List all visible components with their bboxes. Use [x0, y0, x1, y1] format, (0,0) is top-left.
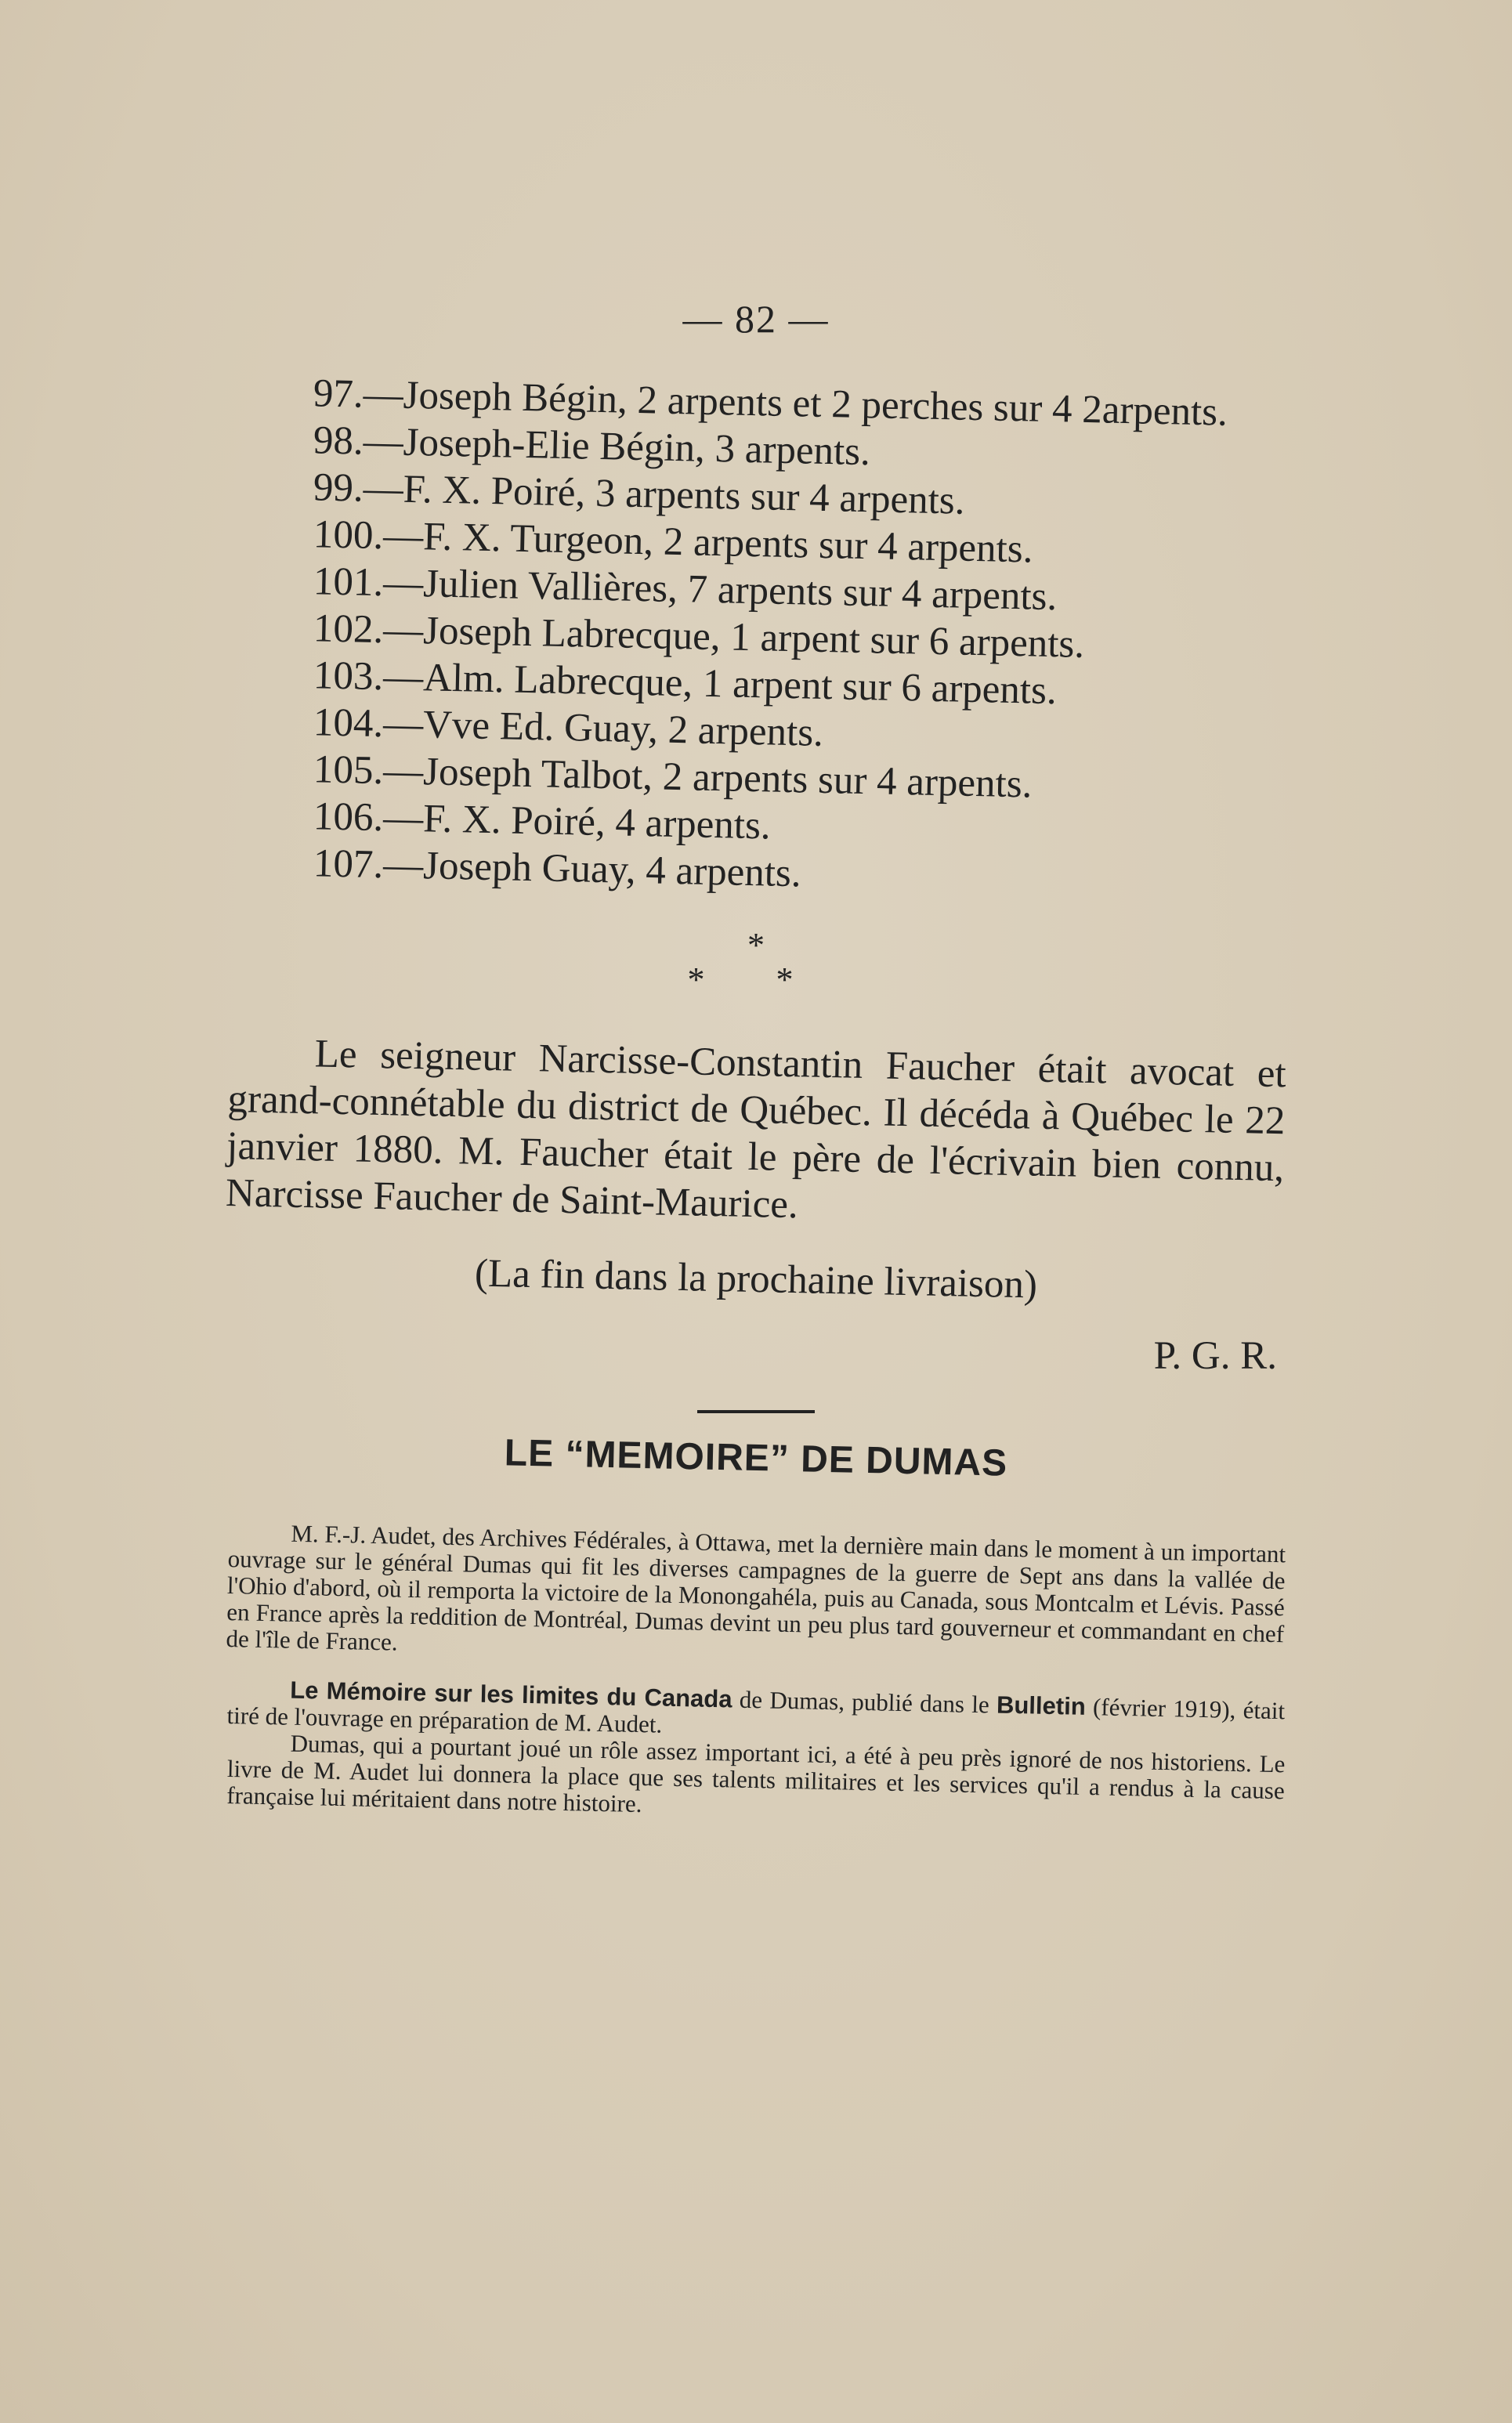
section-divider: [697, 1410, 815, 1413]
article-text: (février 1919), était tiré de l'ouvrage en préparation de M. Audet.: [226, 1692, 1286, 1738]
article-body: [226, 1519, 1286, 1818]
list-item: 102.—Joseph Labrecque, 1 arpent sur 6 arpents.: [313, 606, 1085, 667]
list-item: 101.—Julien Vallières, 7 arpents sur 4 arpents.: [313, 559, 1058, 620]
list-item: 106.—F. X. Poiré, 4 arpents.: [313, 794, 772, 848]
list-item: 103.—Alm. Labrecque, 1 arpent sur 6 arpents.: [313, 653, 1058, 714]
page-number: — 82 —: [682, 297, 830, 341]
main-content: [225, 368, 1287, 1818]
list-item: 107.—Joseph Guay, 4 arpents.: [313, 841, 802, 896]
list-item: 99.—F. X. Poiré, 3 arpents sur 4 arpents.: [313, 465, 966, 523]
asterism-divider: [227, 928, 1285, 997]
article-paragraph: Dumas, qui a pourtant joué un rôle assez important ici, a été à peu près ignoré de nos historiens. Le livre de M. Audet lui donnera la place que ses talents militaires et les services qu'il a rendus à la cause française lui méritaient dans notre histoire.: [226, 1729, 1286, 1818]
article-title: LE “MEMOIRE” DE DUMAS: [504, 1432, 1008, 1485]
body-paragraph: Le seigneur Narcisse-Constantin Faucher était avocat et grand-connétable du district de Québec. Il décéda à Québec le 22 janvier 1880. M. Faucher était le père de l'écrivain bien connu, Narcisse Faucher de Saint-Maurice.: [225, 1032, 1287, 1228]
article-text: de Dumas, publié dans le: [732, 1685, 997, 1719]
memoire-title: Le Mémoire sur les limites du Canada: [289, 1676, 732, 1713]
asterism-bottom: * *: [687, 960, 825, 999]
asterism-top: *: [747, 926, 765, 964]
list-item: 98.—Joseph-Elie Bégin, 3 arpents.: [313, 418, 871, 475]
list-item: 104.—Vve Ed. Guay, 2 arpents.: [313, 700, 824, 755]
article-paragraph: M. F.-J. Audet, des Archives Fédérales, à Ottawa, met la dernière main dans le moment à un important ouvrage sur le général Dumas qui fit les diverses campagnes de la guerre de Sept ans dans la vallée de l'Ohio d'abord, où il remporta la victoire de la Monongahéla, puis au Canada, sous Montcalm et Lévis. Passé en France après la reddition de Montréal, Dumas devint un peu plus tard gouverneur et commandant en chef de l'île de France.: [226, 1519, 1286, 1656]
list-item: 97.—Joseph Bégin, 2 arpents et 2 perches sur 4 2arpents.: [313, 371, 1228, 435]
continuation-note: (La fin dans la prochaine livraison): [474, 1251, 1038, 1307]
list-item: 105.—Joseph Talbot, 2 arpents sur 4 arpents.: [313, 747, 1033, 807]
author-signature: P. G. R.: [1153, 1334, 1277, 1378]
list-item: 100.—F. X. Turgeon, 2 arpents sur 4 arpents.: [313, 512, 1033, 572]
bulletin-title: Bulletin: [996, 1691, 1087, 1720]
